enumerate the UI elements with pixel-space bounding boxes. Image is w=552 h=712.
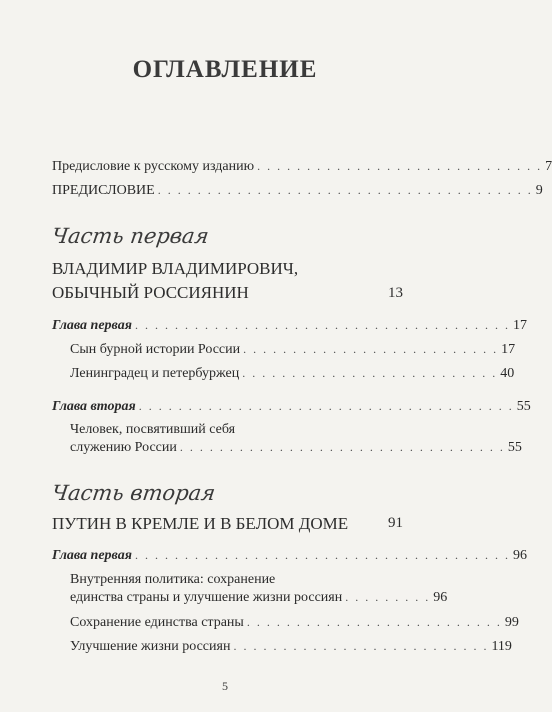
section-label: Сын бурной истории России: [70, 342, 241, 357]
section-label: единства страны и улучшение жизни россиян: [70, 590, 343, 605]
section-label: Ленинградец и петербуржец: [70, 366, 240, 381]
part1-title-line1: ВЛАДИМИР ВЛАДИМИРОВИЧ,: [52, 259, 299, 278]
chapter-page: 96: [512, 548, 527, 563]
chapter-page: 17: [512, 318, 527, 333]
dot-leader: . . . . . . . . . . . . . . . . . . . . . . . . . .: [233, 639, 489, 653]
section-label: служению России: [70, 440, 177, 455]
part1-label: Часть первая: [50, 224, 211, 248]
part1-ch1-section2: [70, 365, 515, 382]
toc-title: ОГЛАВЛЕНИЕ: [132, 56, 318, 83]
part2-section2: [70, 614, 519, 631]
part2-page: 91: [388, 515, 403, 531]
part1-chapter1: [52, 317, 527, 334]
part1-ch2-section: [70, 439, 522, 456]
dot-leader: . . . . . . . . . . . . . . . . . . . . . . . . . . . . . . . . . . . . . .: [134, 318, 510, 332]
dot-leader: . . . . . . . . . . . . . . . . . . . . . . . . . . . . . . . . .: [179, 440, 505, 454]
dot-leader: . . . . . . . . . . . . . . . . . . . . . . . . . . . . . . . . . . . . . .: [157, 183, 533, 197]
entry-label: Предисловие к русскому изданию: [52, 159, 255, 174]
chapter-label: Глава вторая: [52, 399, 136, 414]
dot-leader: . . . . . . . . . . . . . . . . . . . . . . . . . . . . . . . . . . . . . .: [138, 399, 514, 413]
dot-leader: . . . . . . . . . . . . . . . . . . . . . . . . . . . . . . . . . . . . . .: [134, 548, 510, 562]
section-label: Улучшение жизни россиян: [70, 639, 231, 654]
part1-page: 13: [388, 285, 403, 301]
entry-label: ПРЕДИСЛОВИЕ: [52, 183, 155, 198]
part2-section1-line1: Внутренняя политика: сохранение: [70, 572, 276, 587]
section-page: 55: [507, 440, 522, 455]
dot-leader: . . . . . . . . . . . . . . . . . . . . . . . . . . . . .: [257, 159, 543, 173]
part1-title-line2: ОБЫЧНЫЙ РОССИЯНИН: [52, 283, 249, 302]
dot-leader: . . . . . . . . . . . . . . . . . . . . . . . . . .: [246, 615, 502, 629]
part2-chapter1: [52, 547, 527, 564]
part2-label: Часть вторая: [50, 481, 217, 505]
page-number: 5: [222, 679, 228, 693]
toc-entry-preface-russian: [52, 158, 552, 175]
dot-leader: . . . . . . . . . . . . . . . . . . . . . . . . . .: [242, 366, 498, 380]
section-page: 99: [504, 615, 519, 630]
entry-page: 9: [535, 183, 543, 198]
chapter-label: Глава первая: [52, 318, 132, 333]
section-page: 119: [491, 639, 512, 654]
entry-page: 7: [545, 159, 552, 174]
chapter-label: Глава первая: [52, 548, 132, 563]
toc-entry-preface: [52, 182, 543, 199]
chapter-page: 55: [516, 399, 531, 414]
part2-section1: [70, 589, 448, 606]
dot-leader: . . . . . . . . .: [345, 590, 431, 604]
part1-ch2-section-line1: Человек, посвятивший себя: [70, 422, 236, 437]
section-page: 17: [501, 342, 516, 357]
part2-section3: [70, 638, 512, 655]
part1-chapter2: [52, 398, 531, 415]
section-label: Сохранение единства страны: [70, 615, 244, 630]
part1-ch1-section1: [70, 341, 516, 358]
dot-leader: . . . . . . . . . . . . . . . . . . . . . . . . . .: [243, 342, 499, 356]
section-page: 96: [433, 590, 448, 605]
part2-title: ПУТИН В КРЕМЛЕ И В БЕЛОМ ДОМЕ: [52, 514, 349, 533]
section-page: 40: [500, 366, 515, 381]
